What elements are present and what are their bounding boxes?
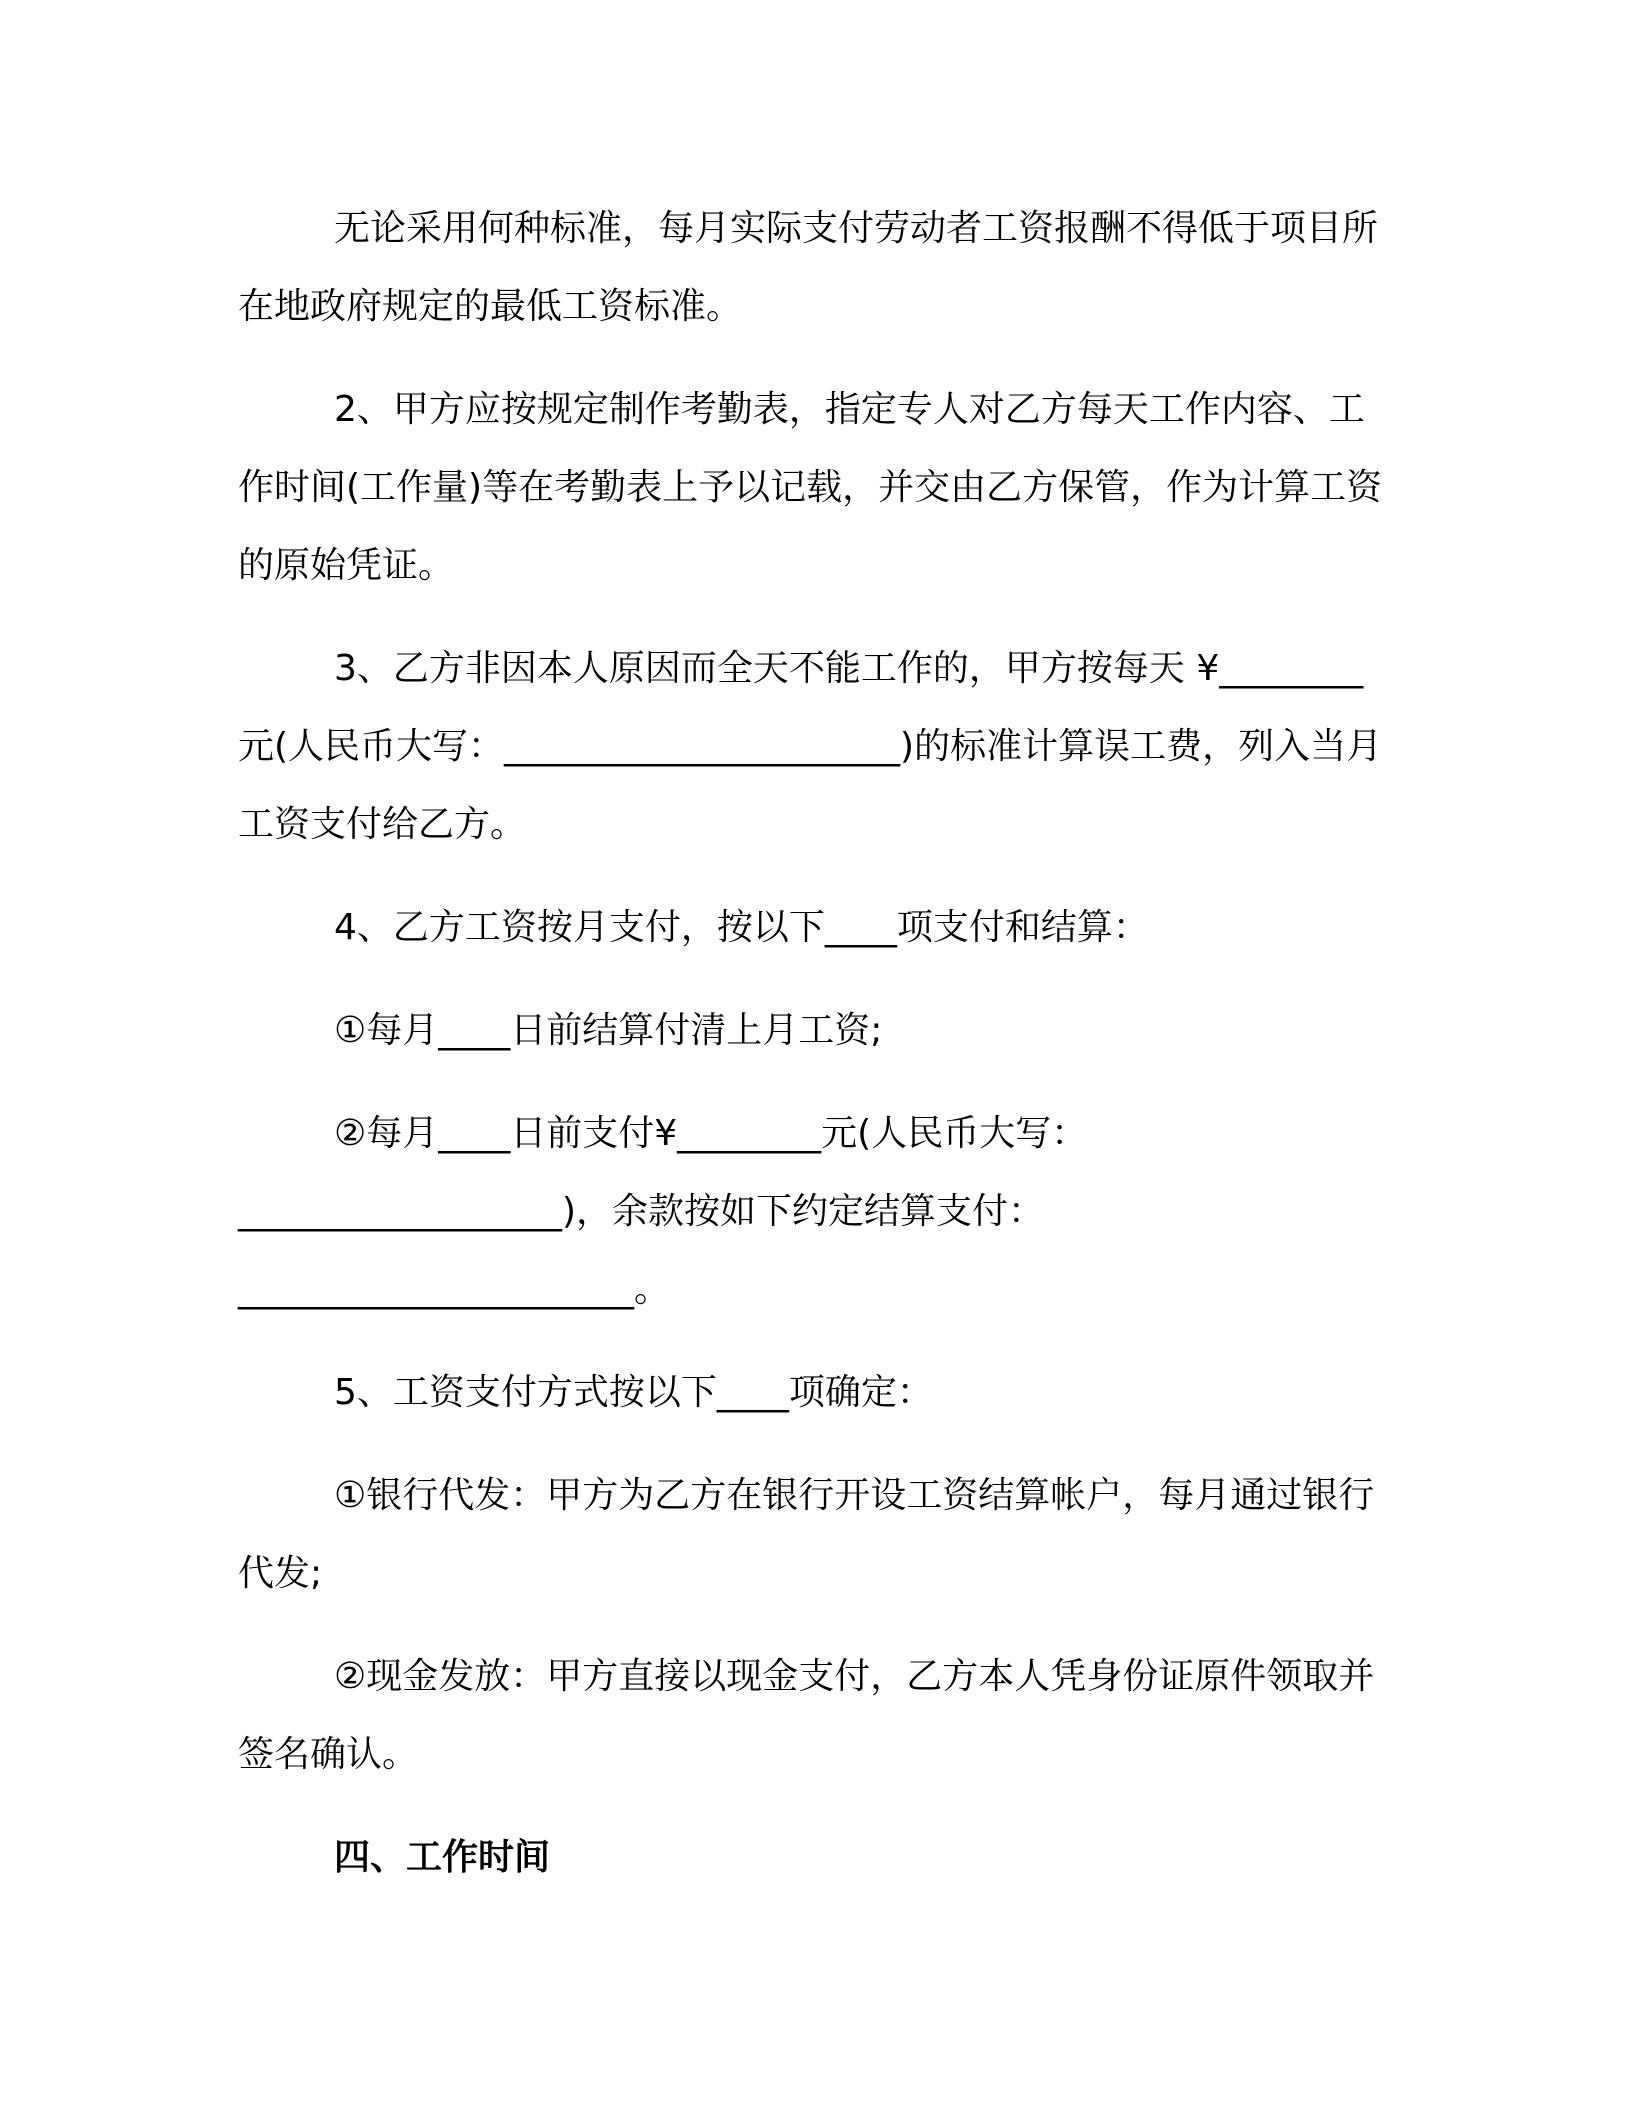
paragraph-cash-payment: ②现金发放：甲方直接以现金支付，乙方本人凭身份证原件领取并签名确认。	[238, 1656, 1375, 1775]
paragraph-bank-transfer: ①银行代发：甲方为乙方在银行开设工资结算帐户，每月通过银行代发;	[238, 1475, 1375, 1594]
paragraph-monthly-payment: 4、乙方工资按月支付，按以下____项支付和结算：	[334, 907, 1149, 948]
paragraph-payment-method: 5、工资支付方式按以下____项确定：	[334, 1372, 933, 1413]
paragraph-payment-option-2: ②每月____日前支付¥________元(人民币大写：__________________)，余款按如下约定结算支付：______________________。	[238, 1113, 1088, 1310]
document-body	[238, 190, 1398, 1922]
paragraph-lost-work-compensation: 3、乙方非因本人原因而全天不能工作的，甲方按每天 ¥________元(人民币大写：______________________)的标准计算误工费，列入当月工资支付给乙方。	[238, 648, 1383, 845]
paragraph-attendance-sheet: 2、甲方应按规定制作考勤表，指定专人对乙方每天工作内容、工作时间(工作量)等在考勤表上予以记载，并交由乙方保管，作为计算工资的原始凭证。	[238, 389, 1383, 586]
paragraph-minimum-wage: 无论采用何种标准，每月实际支付劳动者工资报酬不得低于项目所在地政府规定的最低工资标准。	[238, 208, 1379, 327]
paragraph-payment-option-1: ①每月____日前结算付清上月工资;	[334, 1010, 883, 1051]
section-heading-work-hours: 四、工作时间	[334, 1837, 551, 1878]
